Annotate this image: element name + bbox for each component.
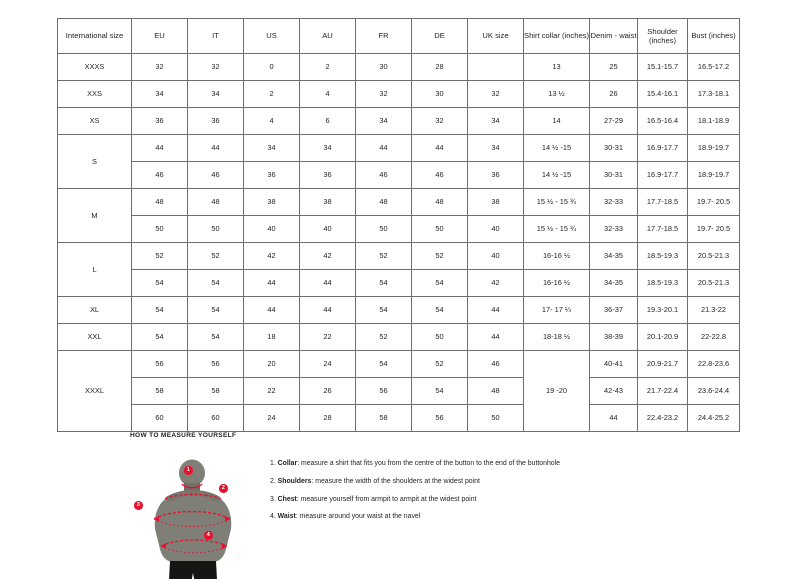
instruction-text: : measure a shirt that fits you from the centre of the button to the end of the buttonhole xyxy=(297,460,560,467)
measure-instructions-list xyxy=(270,447,770,530)
cell-shoulder: 17.7-18.5 xyxy=(638,189,688,216)
cell-us: 42 xyxy=(244,243,300,270)
table-row xyxy=(58,81,740,108)
callout-bullet-2: 2 xyxy=(219,484,228,493)
cell-us: 44 xyxy=(244,297,300,324)
cell-shoulder: 16.9-17.7 xyxy=(638,135,688,162)
cell-fr: 52 xyxy=(356,243,412,270)
cell-it: 32 xyxy=(188,54,244,81)
cell-fr: 52 xyxy=(356,324,412,351)
cell-de: 28 xyxy=(412,54,468,81)
cell-au: 44 xyxy=(300,270,356,297)
list-item xyxy=(270,459,770,468)
cell-uk: 46 xyxy=(468,351,524,378)
cell-eu: 34 xyxy=(132,81,188,108)
instruction-term: Shoulders xyxy=(277,477,312,485)
cell-bust: 19.7- 20.5 xyxy=(688,216,740,243)
cell-fr: 46 xyxy=(356,162,412,189)
cell-shoulder: 17.7-18.5 xyxy=(638,216,688,243)
cell-collar: 15 ½ - 15 ¾ xyxy=(524,189,590,216)
cell-denim: 30-31 xyxy=(590,162,638,189)
cell-de: 46 xyxy=(412,162,468,189)
cell-us: 24 xyxy=(244,405,300,432)
cell-denim: 42-43 xyxy=(590,378,638,405)
cell-us: 18 xyxy=(244,324,300,351)
cell-au: 28 xyxy=(300,405,356,432)
how-to-measure-title: HOW TO MEASURE YOURSELF xyxy=(130,432,237,439)
table-row xyxy=(58,162,740,189)
cell-denim: 27-29 xyxy=(590,108,638,135)
column-header-de: DE xyxy=(412,19,468,54)
cell-de: 50 xyxy=(412,216,468,243)
cell-us: 36 xyxy=(244,162,300,189)
cell-us: 0 xyxy=(244,54,300,81)
column-header-eu: EU xyxy=(132,19,188,54)
cell-au: 26 xyxy=(300,378,356,405)
callout-bullet-1: 1 xyxy=(184,466,193,475)
instruction-term: Collar xyxy=(277,460,298,467)
cell-bust: 18.1-18.9 xyxy=(688,108,740,135)
cell-uk: 34 xyxy=(468,108,524,135)
cell-fr: 56 xyxy=(356,378,412,405)
cell-us: 22 xyxy=(244,378,300,405)
cell-au: 36 xyxy=(300,162,356,189)
cell-eu: 54 xyxy=(132,297,188,324)
cell-collar: 16-16 ½ xyxy=(524,243,590,270)
cell-de: 56 xyxy=(412,405,468,432)
cell-denim: 36-37 xyxy=(590,297,638,324)
cell-au: 4 xyxy=(300,81,356,108)
column-header-bust: Bust (inches) xyxy=(688,19,740,54)
cell-eu: 60 xyxy=(132,405,188,432)
instruction-term: Waist xyxy=(277,513,296,521)
column-header-it: IT xyxy=(188,19,244,54)
cell-eu: 44 xyxy=(132,135,188,162)
cell-au: 22 xyxy=(300,324,356,351)
table-row xyxy=(58,243,740,270)
column-header-fr: FR xyxy=(356,19,412,54)
cell-shoulder: 20.9-21.7 xyxy=(638,351,688,378)
size-chart-table-wrapper xyxy=(57,18,736,432)
cell-au: 24 xyxy=(300,351,356,378)
cell-denim: 32-33 xyxy=(590,216,638,243)
cell-fr: 34 xyxy=(356,108,412,135)
cell-de: 30 xyxy=(412,81,468,108)
size-label: XXL xyxy=(58,324,132,351)
cell-it: 56 xyxy=(188,351,244,378)
callout-bullet-3: 3 xyxy=(134,501,143,510)
cell-uk: 40 xyxy=(468,243,524,270)
cell-uk: 44 xyxy=(468,297,524,324)
cell-us: 38 xyxy=(244,189,300,216)
table-row xyxy=(58,216,740,243)
table-row xyxy=(58,108,740,135)
cell-au: 40 xyxy=(300,216,356,243)
table-row xyxy=(58,378,740,405)
list-item xyxy=(270,512,770,521)
cell-uk: 34 xyxy=(468,135,524,162)
cell-us: 2 xyxy=(244,81,300,108)
cell-au: 38 xyxy=(300,189,356,216)
cell-de: 54 xyxy=(412,378,468,405)
cell-uk: 38 xyxy=(468,189,524,216)
cell-collar: 15 ½ - 15 ¾ xyxy=(524,216,590,243)
size-label: M xyxy=(58,189,132,243)
table-row xyxy=(58,297,740,324)
cell-bust: 20.5-21.3 xyxy=(688,270,740,297)
instruction-number: 4. xyxy=(270,513,276,521)
cell-denim: 30-31 xyxy=(590,135,638,162)
cell-uk: 36 xyxy=(468,162,524,189)
size-label: XXXL xyxy=(58,351,132,432)
cell-it: 36 xyxy=(188,108,244,135)
table-row xyxy=(58,135,740,162)
cell-uk: 42 xyxy=(468,270,524,297)
column-header-au: AU xyxy=(300,19,356,54)
cell-it: 54 xyxy=(188,270,244,297)
cell-au: 34 xyxy=(300,135,356,162)
cell-bust: 23.6-24.4 xyxy=(688,378,740,405)
cell-us: 34 xyxy=(244,135,300,162)
cell-de: 54 xyxy=(412,270,468,297)
cell-it: 46 xyxy=(188,162,244,189)
cell-de: 52 xyxy=(412,351,468,378)
cell-uk: 40 xyxy=(468,216,524,243)
cell-shoulder: 21.7-22.4 xyxy=(638,378,688,405)
cell-eu: 54 xyxy=(132,324,188,351)
cell-fr: 32 xyxy=(356,81,412,108)
cell-denim: 38-39 xyxy=(590,324,638,351)
cell-bust: 24.4-25.2 xyxy=(688,405,740,432)
column-header-shoulder: Shoulder (inches) xyxy=(638,19,688,54)
torso-diagram-icon xyxy=(130,447,260,579)
cell-de: 44 xyxy=(412,135,468,162)
table-row xyxy=(58,405,740,432)
size-label: XL xyxy=(58,297,132,324)
cell-au: 44 xyxy=(300,297,356,324)
cell-bust: 20.5-21.3 xyxy=(688,243,740,270)
instruction-number: 3. xyxy=(270,495,276,503)
table-row xyxy=(58,270,740,297)
table-row xyxy=(58,351,740,378)
cell-eu: 56 xyxy=(132,351,188,378)
measurement-figure xyxy=(130,447,260,577)
cell-de: 48 xyxy=(412,189,468,216)
cell-au: 42 xyxy=(300,243,356,270)
cell-de: 54 xyxy=(412,297,468,324)
cell-collar: 13 xyxy=(524,54,590,81)
cell-au: 6 xyxy=(300,108,356,135)
list-item xyxy=(270,495,770,504)
cell-it: 48 xyxy=(188,189,244,216)
cell-fr: 48 xyxy=(356,189,412,216)
cell-bust: 21.3-22 xyxy=(688,297,740,324)
cell-denim: 40-41 xyxy=(590,351,638,378)
cell-bust: 22.8-23.6 xyxy=(688,351,740,378)
cell-us: 4 xyxy=(244,108,300,135)
size-label: S xyxy=(58,135,132,189)
size-label: XXS xyxy=(58,81,132,108)
cell-us: 40 xyxy=(244,216,300,243)
cell-shoulder: 15.1-15.7 xyxy=(638,54,688,81)
cell-shoulder: 15.4-16.1 xyxy=(638,81,688,108)
cell-denim: 34-35 xyxy=(590,270,638,297)
cell-fr: 54 xyxy=(356,351,412,378)
column-header-shirt-collar: Shirt collar (inches) xyxy=(524,19,590,54)
cell-denim: 44 xyxy=(590,405,638,432)
list-item xyxy=(270,477,770,486)
size-label: XXXS xyxy=(58,54,132,81)
cell-eu: 58 xyxy=(132,378,188,405)
cell-shoulder: 16.5-16.4 xyxy=(638,108,688,135)
column-header-international-size: International size xyxy=(58,19,132,54)
table-body xyxy=(58,54,740,432)
cell-bust: 16.5-17.2 xyxy=(688,54,740,81)
cell-eu: 36 xyxy=(132,108,188,135)
cell-fr: 44 xyxy=(356,135,412,162)
cell-it: 52 xyxy=(188,243,244,270)
table-header-row xyxy=(58,19,740,54)
cell-denim: 25 xyxy=(590,54,638,81)
cell-eu: 46 xyxy=(132,162,188,189)
column-header-denim-waist: Denim - waist xyxy=(590,19,638,54)
cell-it: 58 xyxy=(188,378,244,405)
cell-uk: 48 xyxy=(468,378,524,405)
table-row xyxy=(58,54,740,81)
cell-collar: 19 -20 xyxy=(524,351,590,432)
cell-fr: 30 xyxy=(356,54,412,81)
cell-eu: 48 xyxy=(132,189,188,216)
cell-us: 44 xyxy=(244,270,300,297)
table-row xyxy=(58,189,740,216)
cell-fr: 54 xyxy=(356,270,412,297)
instruction-term: Chest xyxy=(277,495,297,503)
how-to-measure-section xyxy=(130,432,770,577)
cell-collar: 13 ½ xyxy=(524,81,590,108)
cell-us: 20 xyxy=(244,351,300,378)
cell-bust: 17.3-18.1 xyxy=(688,81,740,108)
cell-fr: 50 xyxy=(356,216,412,243)
cell-shoulder: 20.1-20.9 xyxy=(638,324,688,351)
cell-eu: 32 xyxy=(132,54,188,81)
cell-collar: 14 xyxy=(524,108,590,135)
cell-shoulder: 18.5-19.3 xyxy=(638,243,688,270)
size-label: L xyxy=(58,243,132,297)
instruction-text: : measure the width of the shoulders at the widest point xyxy=(311,477,480,485)
cell-bust: 18.9-19.7 xyxy=(688,135,740,162)
cell-de: 32 xyxy=(412,108,468,135)
cell-it: 34 xyxy=(188,81,244,108)
cell-uk: 32 xyxy=(468,81,524,108)
table-row xyxy=(58,324,740,351)
cell-bust: 18.9-19.7 xyxy=(688,162,740,189)
cell-it: 54 xyxy=(188,297,244,324)
cell-uk: 44 xyxy=(468,324,524,351)
instruction-number: 2. xyxy=(270,477,276,485)
cell-bust: 22-22.8 xyxy=(688,324,740,351)
cell-eu: 54 xyxy=(132,270,188,297)
cell-it: 50 xyxy=(188,216,244,243)
cell-uk: 50 xyxy=(468,405,524,432)
cell-de: 50 xyxy=(412,324,468,351)
cell-collar: 14 ½ -15 xyxy=(524,135,590,162)
cell-collar: 17- 17 ¼ xyxy=(524,297,590,324)
cell-de: 52 xyxy=(412,243,468,270)
cell-au: 2 xyxy=(300,54,356,81)
callout-bullet-4: 4 xyxy=(204,531,213,540)
cell-fr: 58 xyxy=(356,405,412,432)
cell-shoulder: 16.9-17.7 xyxy=(638,162,688,189)
cell-fr: 54 xyxy=(356,297,412,324)
cell-denim: 32-33 xyxy=(590,189,638,216)
size-chart-table xyxy=(57,18,740,432)
cell-collar: 18-18 ½ xyxy=(524,324,590,351)
cell-shoulder: 18.5-19.3 xyxy=(638,270,688,297)
column-header-uk-size: UK size xyxy=(468,19,524,54)
column-header-us: US xyxy=(244,19,300,54)
cell-collar: 16-16 ½ xyxy=(524,270,590,297)
instruction-text: : measure around your waist at the navel xyxy=(295,513,421,521)
instruction-number: 1. xyxy=(270,460,276,467)
cell-shoulder: 22.4-23.2 xyxy=(638,405,688,432)
cell-it: 54 xyxy=(188,324,244,351)
cell-denim: 26 xyxy=(590,81,638,108)
cell-collar: 14 ½ -15 xyxy=(524,162,590,189)
cell-eu: 52 xyxy=(132,243,188,270)
size-label: XS xyxy=(58,108,132,135)
cell-denim: 34-35 xyxy=(590,243,638,270)
cell-uk xyxy=(468,54,524,81)
cell-eu: 50 xyxy=(132,216,188,243)
cell-it: 44 xyxy=(188,135,244,162)
instruction-text: : measure yourself from armpit to armpit at the widest point xyxy=(296,495,477,503)
cell-shoulder: 19.3-20.1 xyxy=(638,297,688,324)
cell-bust: 19.7- 20.5 xyxy=(688,189,740,216)
cell-it: 60 xyxy=(188,405,244,432)
